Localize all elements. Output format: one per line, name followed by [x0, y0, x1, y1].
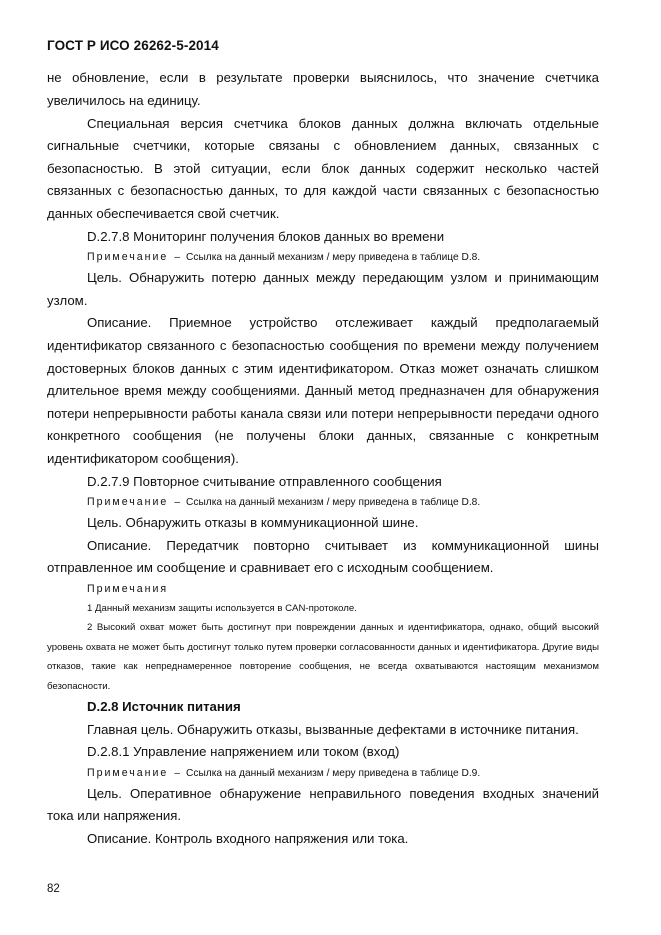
paragraph-special-counter: Специальная версия счетчика блоков данных должна включать отдельные сигнальные счетчики, которые связаны с обновлением данных, связанных с безопасностью. В этой ситуации, если блок данных содержит несколько частей связанных с безопасностью данных, то для каждой части связанных с безопасностью данных обеспечивается свой счетчик. — [47, 115, 599, 222]
note-d281 — [47, 764, 599, 783]
goal-d281: Цель. Оперативное обнаружение неправильного поведения входных значений тока или напряжения. — [47, 785, 599, 824]
note-label: Примечание — [87, 251, 169, 264]
goal-d279: Цель. Обнаружить отказы в коммуникационной шине. — [87, 515, 419, 531]
description-d281: Описание. Контроль входного напряжения или тока. — [87, 830, 409, 846]
paragraph-continuation: не обновление, если в результате проверки выяснилось, что значение счетчика увеличилось на единицу. — [47, 70, 599, 108]
note-label: Примечание — [87, 766, 169, 779]
notes-label: Примечания — [87, 582, 169, 595]
note-d278 — [47, 248, 599, 267]
description-d279: Описание. Передатчик повторно считывает из коммуникационной шины отправленное им сообщение и сравнивает его с исходным сообщением. — [47, 537, 599, 576]
section-heading-d278: D.2.7.8 Мониторинг получения блоков данных во времени — [87, 228, 445, 244]
note-dash: – — [174, 497, 180, 509]
note-dash: – — [174, 767, 180, 779]
note-label: Примечание — [87, 496, 169, 509]
goal-d278: Цель. Обнаружить потерю данных между передающим узлом и принимающим узлом. — [47, 270, 599, 308]
note-dash: – — [174, 252, 180, 264]
section-heading-d28: D.2.8 Источник питания — [87, 699, 241, 714]
document-header: ГОСТ Р ИСО 26262-5-2014 — [47, 38, 219, 53]
main-goal-d28: Главная цель. Обнаружить отказы, вызванные дефектами в источнике питания. — [87, 721, 579, 737]
page-number: 82 — [47, 883, 60, 895]
note-d279 — [47, 493, 599, 512]
section-heading-d281: D.2.8.1 Управление напряжением или током (вход) — [87, 744, 400, 760]
document-body — [47, 67, 599, 851]
note-text: Ссылка на данный механизм / меру приведена в таблице D.9. — [186, 767, 481, 779]
section-heading-d279: D.2.7.9 Повторное считывание отправленного сообщения — [87, 473, 442, 489]
note-item-1: 1 Данный механизм защиты используется в CAN-протоколе. — [87, 602, 357, 614]
note-text: Ссылка на данный механизм / меру приведена в таблице D.8. — [186, 252, 481, 264]
description-d278: Описание. Приемное устройство отслеживает каждый предполагаемый идентификатор связанного с безопасностью сообщения по времени между получением достоверных блоков данных с этим идентификатором. Отказ может означать слишком длительное время между сообщениями. Данный метод предназначен для обнаружения потери непрерывности работы канала связи или потери непрерывности передачи одного конкретного сообщения (не получены блоки данных, связанные с конкретным идентификатором сообщения). — [47, 315, 599, 466]
note-item-2: 2 Высокий охват может быть достигнут при повреждении данных и идентификатора, однако, общий высокий уровень охвата не может быть достигнут только путем проверки согласованности данных и идентификатора. Другие виды отказов, такие как непреднамеренное повторение сообщения, не всегда охватываются настоящим механизмом безопасности. — [47, 622, 599, 692]
note-text: Ссылка на данный механизм / меру приведена в таблице D.8. — [186, 497, 481, 509]
notes-heading — [47, 580, 599, 599]
